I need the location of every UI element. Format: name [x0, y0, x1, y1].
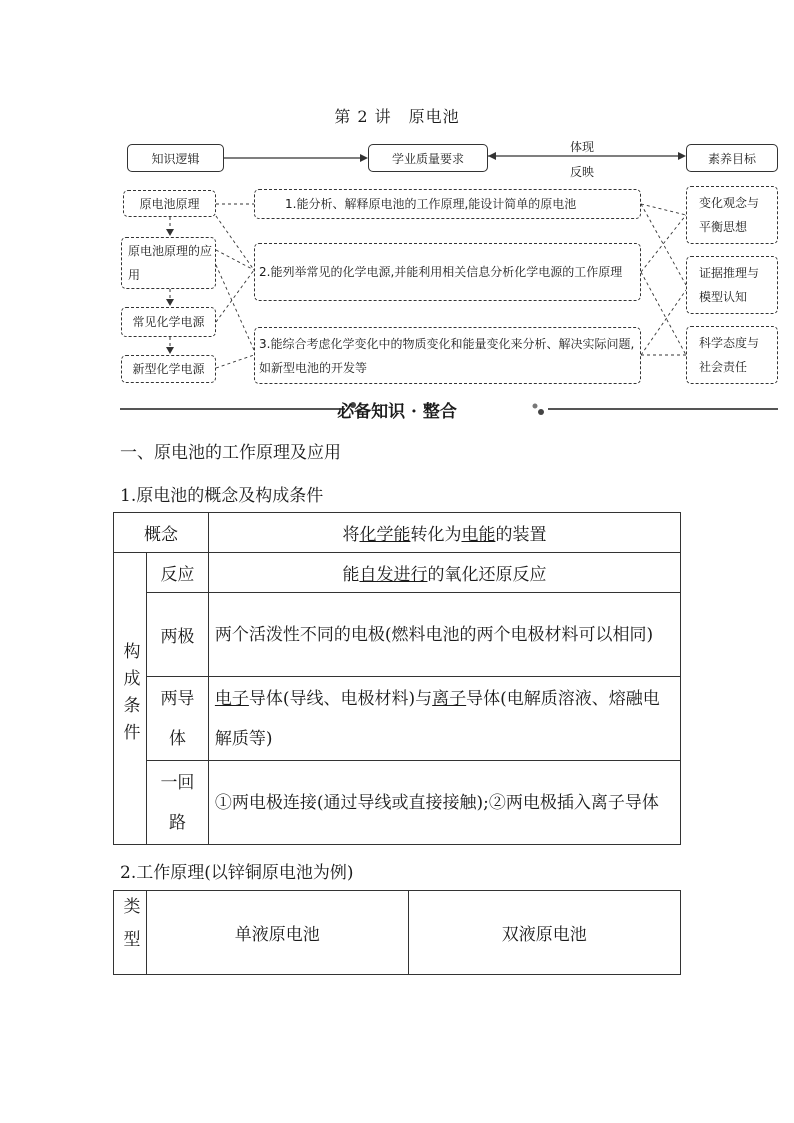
- text: 的氧化还原反应: [427, 565, 547, 585]
- concept-cell: [208, 513, 680, 553]
- subsection-heading: 1.原电池的概念及构成条件: [120, 486, 324, 506]
- row-content: 两个活泼性不同的电极(燃料电池的两个电极材料可以相同): [208, 593, 680, 677]
- knowledge-item: 新型化学电源: [121, 355, 216, 383]
- arrow-label-down: 反映: [570, 165, 595, 179]
- table-row: [114, 677, 681, 761]
- table-row: [114, 553, 681, 593]
- literacy-item: 证据推理与模型认知: [686, 256, 778, 314]
- underlined-term: 电子: [214, 688, 249, 709]
- text: 将: [342, 525, 360, 545]
- text: 能: [342, 565, 360, 585]
- underlined-term: 化学能: [359, 525, 411, 545]
- group-label: 构成条件: [119, 642, 140, 750]
- text: 导体(导线、电极材料)与: [248, 688, 433, 709]
- section-heading: 一、原电池的工作原理及应用: [120, 443, 341, 463]
- requirement-item: 2.能列举常见的化学电源,并能利用相关信息分析化学电源的工作原理: [254, 243, 641, 301]
- requirement-item: 1.能分析、解释原电池的工作原理,能设计简单的原电池: [254, 189, 641, 219]
- underlined-term: 离子: [432, 688, 467, 709]
- underlined-term: 电能: [461, 525, 496, 545]
- row-content: [208, 553, 680, 593]
- underlined-term: 自发进行: [359, 565, 428, 585]
- column-header: 双液原电池: [408, 891, 681, 975]
- type-label-cell: [114, 891, 147, 975]
- column-header: 单液原电池: [146, 891, 408, 975]
- quality-requirement-box: 学业质量要求: [368, 144, 488, 172]
- type-label: 类型: [119, 897, 140, 963]
- knowledge-item: 原电池原理: [123, 190, 216, 217]
- row-label: 反应: [146, 553, 208, 593]
- text: 的装置: [495, 525, 547, 545]
- text: 转化为: [410, 525, 462, 545]
- row-content: ①两电极连接(通过导线或直接接触);②两电极插入离子导体: [208, 761, 680, 845]
- working-principle-table: [113, 890, 681, 975]
- row-label: 一回路: [146, 761, 208, 845]
- row-label: 两导体: [146, 677, 208, 761]
- battery-concept-table: [113, 512, 681, 845]
- table-row: [114, 761, 681, 845]
- literacy-goal-box: 素养目标: [686, 144, 778, 172]
- table-row: [114, 593, 681, 677]
- group-label-cell: [114, 553, 147, 845]
- knowledge-item: 常见化学电源: [121, 307, 216, 337]
- table-row: [114, 513, 681, 553]
- literacy-item: 变化观念与平衡思想: [686, 186, 778, 244]
- subsection-heading: 2.工作原理(以锌铜原电池为例): [120, 863, 354, 883]
- knowledge-item: 原电池原理的应用: [121, 237, 216, 289]
- section-banner: 必备知识 · 整合: [337, 402, 457, 422]
- row-label: 两极: [146, 593, 208, 677]
- requirement-item: 3.能综合考虑化学变化中的物质变化和能量变化来分析、解决实际问题,如新型电池的开发等: [254, 327, 641, 384]
- literacy-item: 科学态度与社会责任: [686, 326, 778, 384]
- knowledge-logic-box: 知识逻辑: [127, 144, 224, 172]
- page-title: 第 2 讲 原电池: [334, 107, 460, 126]
- table-row: [114, 891, 681, 975]
- row-content: [208, 677, 680, 761]
- arrow-label-up: 体现: [570, 140, 595, 154]
- text: 导体(电解质溶液、熔融电解质等): [214, 688, 660, 749]
- concept-label: 概念: [114, 513, 209, 553]
